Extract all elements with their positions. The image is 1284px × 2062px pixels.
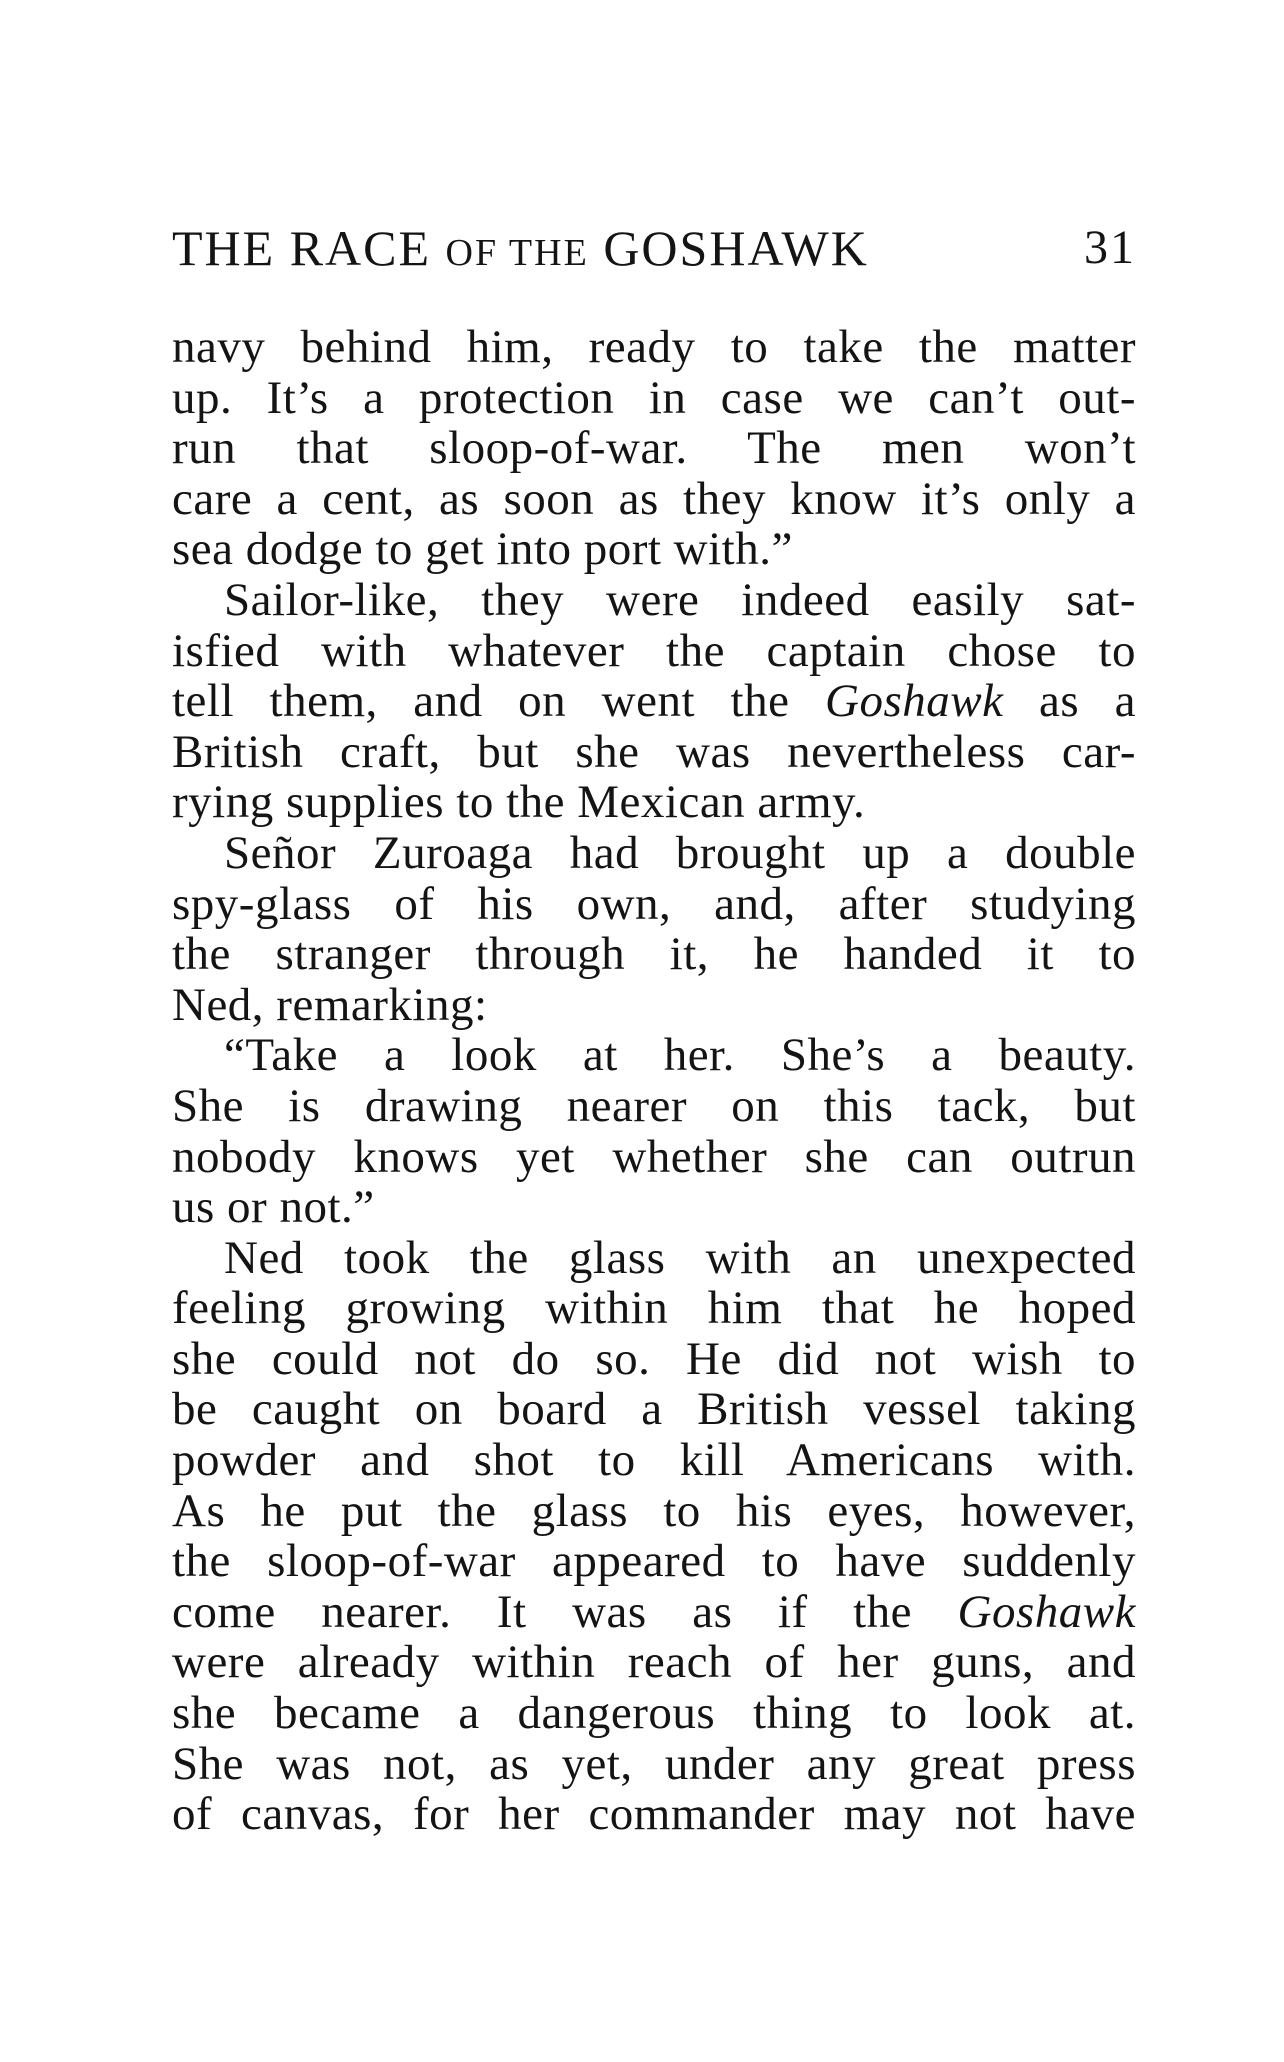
text-line: run that sloop-of-war. The men won’t: [172, 422, 1136, 475]
text-line: spy-glass of his own, and, after studying: [172, 877, 1136, 930]
text-line: the sloop-of-war appeared to have suddenly: [172, 1535, 1136, 1588]
text-line: sea dodge to get into port with.”: [172, 523, 793, 576]
text-run: tell them, and on went the: [172, 675, 825, 728]
text-line: be caught on board a British vessel taking: [172, 1383, 1136, 1436]
title-part-1: THE RACE: [172, 220, 446, 276]
body-text: [172, 322, 1136, 1840]
text-line: the stranger through it, he handed it to: [172, 928, 1136, 981]
text-line: isfied with whatever the captain chose to: [172, 624, 1136, 677]
text-line: She was not, as yet, under any great press: [172, 1737, 1136, 1790]
text-line: [172, 676, 1136, 727]
text-line: Ned took the glass with an unexpected: [224, 1231, 1136, 1284]
text-line: [172, 1587, 1136, 1638]
text-line: of canvas, for her commander may not have: [172, 1788, 1136, 1841]
ship-name: Goshawk: [825, 675, 1004, 728]
text-run: as a: [1003, 675, 1136, 728]
text-line: Sailor-like, they were indeed easily sat-: [224, 573, 1136, 626]
text-line: As he put the glass to his eyes, however,: [172, 1484, 1136, 1537]
title-part-2: GOSHAWK: [588, 220, 869, 276]
text-line: up. It’s a protection in case we can’t out-: [172, 371, 1136, 424]
text-line: she became a dangerous thing to look at.: [172, 1687, 1136, 1740]
text-line: were already within reach of her guns, and: [172, 1636, 1136, 1689]
running-head: [172, 218, 1136, 278]
text-line: Ned, remarking:: [172, 978, 488, 1031]
text-line: nobody knows yet whether she can outrun: [172, 1130, 1136, 1183]
text-line: “Take a look at her. She’s a beauty.: [224, 1029, 1136, 1082]
text-line: She is drawing nearer on this tack, but: [172, 1079, 1136, 1132]
text-line: care a cent, as soon as they know it’s only a: [172, 472, 1136, 525]
title-of-the: OF THE: [445, 232, 589, 274]
text-line: rying supplies to the Mexican army.: [172, 776, 866, 829]
ship-name: Goshawk: [957, 1585, 1136, 1638]
text-run: come nearer. It was as if the: [172, 1585, 958, 1638]
text-line: us or not.”: [172, 1181, 375, 1234]
text-line: feeling growing within him that he hoped: [172, 1282, 1136, 1335]
running-head-title: [172, 218, 869, 283]
page-number: 31: [1084, 221, 1136, 274]
text-line: powder and shot to kill Americans with.: [172, 1434, 1136, 1487]
text-line: Señor Zuroaga had brought up a double: [224, 826, 1136, 879]
text-line: she could not do so. He did not wish to: [172, 1332, 1136, 1385]
text-line: navy behind him, ready to take the matter: [172, 321, 1136, 373]
text-line: British craft, but she was nevertheless car-: [172, 725, 1136, 778]
